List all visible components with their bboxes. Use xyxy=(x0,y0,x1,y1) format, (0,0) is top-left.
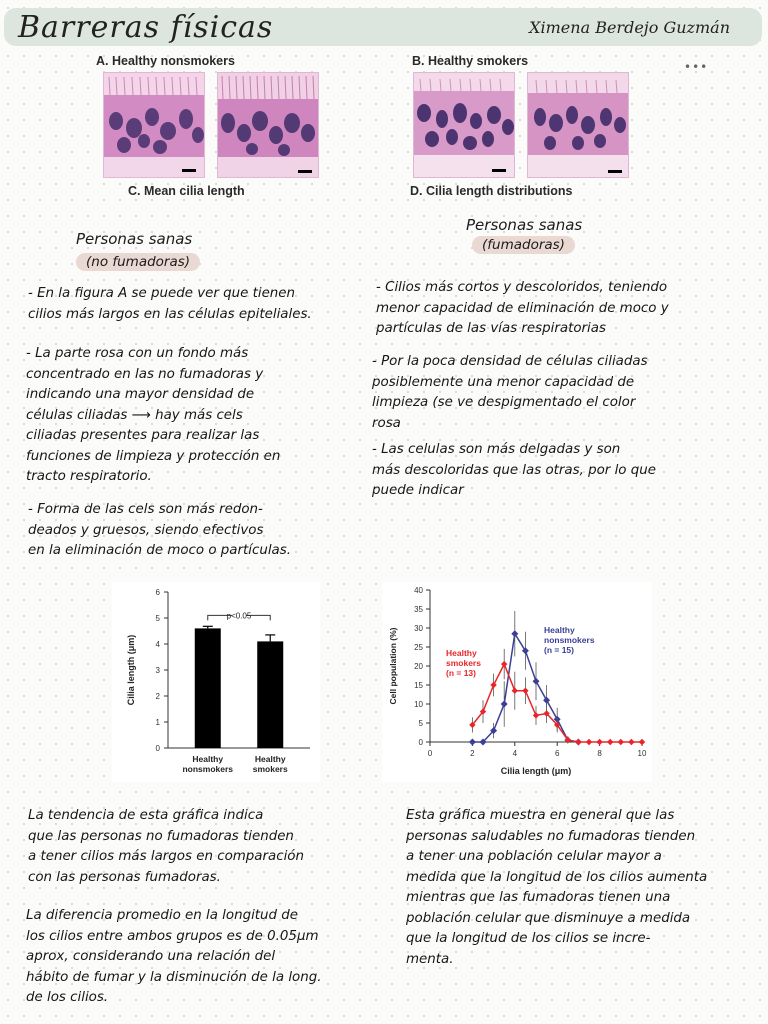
line-y-tick-label: 25 xyxy=(414,643,423,652)
bar-y-tick-label: 4 xyxy=(155,640,160,649)
line-point xyxy=(618,739,624,745)
line-y-tick-label: 35 xyxy=(414,605,423,614)
bar-y-tick-label: 5 xyxy=(155,614,160,623)
legend-nonsmokers: Healthy nonsmokers (n = 15) xyxy=(544,625,595,655)
bar-y-axis-label: Cilia length (μm) xyxy=(126,634,136,706)
right-pill: (fumadoras) xyxy=(472,236,575,254)
line-point xyxy=(522,688,528,694)
figure-label-c: C. Mean cilia length xyxy=(128,184,245,198)
bar-category-label: Healthy nonsmokers xyxy=(182,754,234,774)
line-x-tick-label: 6 xyxy=(554,749,560,758)
right-note-2: - Por la poca densidad de células ciliadas posiblemente una menor capacidad de limpieza (se ve despigmentado el color rosa xyxy=(372,354,648,431)
right-note-3: - Las celulas son más delgadas y son más descoloridas que las otras, por lo que puede indicar xyxy=(372,442,656,498)
header-bar xyxy=(4,8,762,46)
line-y-tick-label: 10 xyxy=(414,700,423,709)
micrograph-smoker-2 xyxy=(527,72,629,178)
line-chart xyxy=(382,582,652,782)
line-y-tick-label: 40 xyxy=(414,586,423,595)
line-x-tick-label: 8 xyxy=(597,749,602,758)
line-point xyxy=(607,739,613,745)
line-y-tick-label: 20 xyxy=(414,662,423,671)
line-point xyxy=(639,739,645,745)
line-y-tick-label: 5 xyxy=(418,719,423,728)
micrograph-nonsmoker-2 xyxy=(217,72,319,178)
line-y-tick-label: 30 xyxy=(414,624,423,633)
line-point xyxy=(511,630,518,637)
bar-y-tick-label: 6 xyxy=(155,588,160,597)
left-pill: (no fumadoras) xyxy=(76,253,200,271)
line-x-tick-label: 10 xyxy=(637,749,647,758)
line-point xyxy=(533,712,539,718)
left-note-1: - En la figura A se puede ver que tienen cilios más largos en las células epiteliales. xyxy=(28,286,312,322)
more-options-icon: ••• xyxy=(684,60,709,74)
bar-y-tick-label: 1 xyxy=(155,718,160,727)
line-x-axis-label: Cilia length (μm) xyxy=(500,766,572,776)
page-title: Barreras físicas xyxy=(18,10,274,45)
figure-label-b: B. Healthy smokers xyxy=(412,54,529,68)
line-point xyxy=(522,647,529,654)
right-heading: Personas sanas xyxy=(466,216,583,234)
micrograph-nonsmoker-1 xyxy=(103,72,205,178)
bar-category-label: Healthy smokers xyxy=(252,754,288,774)
line-x-tick-label: 4 xyxy=(512,749,518,758)
line-point xyxy=(586,739,592,745)
line-x-tick-label: 0 xyxy=(427,749,433,758)
bar-y-tick-label: 3 xyxy=(155,666,160,675)
line-point xyxy=(501,661,507,667)
line-point xyxy=(628,739,634,745)
legend-smokers: Healthy smokers (n = 13) xyxy=(446,648,481,678)
figure-label-d: D. Cilia length distributions xyxy=(410,184,573,198)
line-point xyxy=(469,739,476,746)
bar-y-tick-label: 2 xyxy=(155,692,160,701)
line-y-tick-label: 15 xyxy=(414,681,423,690)
bar xyxy=(195,628,221,748)
line-point xyxy=(575,739,581,745)
line-point xyxy=(533,678,540,685)
line-point xyxy=(501,701,508,708)
left-note-2: - La parte rosa con un fondo más concentrado en las no fumadoras y indicando una mayor densidad de células ciliadas ⟶ hay más cels ciliadas presentes para realizar las funciones de limpieza y protección en tracto respiratorio. xyxy=(26,346,281,484)
line-point xyxy=(512,688,518,694)
bar-annotation: p<0.05 xyxy=(226,611,252,621)
line-point xyxy=(596,739,602,745)
line-y-tick-label: 0 xyxy=(418,738,423,747)
author-name: Ximena Berdejo Guzmán xyxy=(529,18,730,37)
line-x-tick-label: 2 xyxy=(470,749,475,758)
figure-label-a: A. Healthy nonsmokers xyxy=(96,54,235,68)
bar-chart xyxy=(112,582,320,782)
bottom-left-paragraph-2: La diferencia promedio en la longitud de los cilios entre ambos grupos es de 0.05μm aprox, considerando una relación del hábito de fumar y la disminución de la long. de los cilios. xyxy=(26,908,322,1005)
micrograph-smoker-1 xyxy=(413,72,515,178)
bottom-left-paragraph-1: La tendencia de esta gráfica indica que las personas no fumadoras tienden a tener cilios más largos en comparación con las personas fumadoras. xyxy=(28,808,304,885)
left-note-3: - Forma de las cels son más redon- deados y gruesos, siendo efectivos en la eliminación de moco o partículas. xyxy=(28,502,292,558)
bar xyxy=(257,641,283,748)
left-heading: Personas sanas xyxy=(76,230,193,248)
right-note-1: - Cilios más cortos y descoloridos, teniendo menor capacidad de eliminación de moco y partículas de las vías respiratorias xyxy=(376,280,669,336)
bottom-right-paragraph: Esta gráfica muestra en general que las personas saludables no fumadoras tienden a tener una población celular mayor a medida que la longitud de los cilios aumenta mientras que las fumadoras tienen una población celular que disminuye a medida que la longitud de los cilios se incre- menta. xyxy=(406,808,708,967)
line-point xyxy=(490,682,496,688)
bar-y-tick-label: 0 xyxy=(155,744,160,753)
line-point xyxy=(543,697,550,704)
line-y-axis-label: Cell population (%) xyxy=(388,627,398,705)
